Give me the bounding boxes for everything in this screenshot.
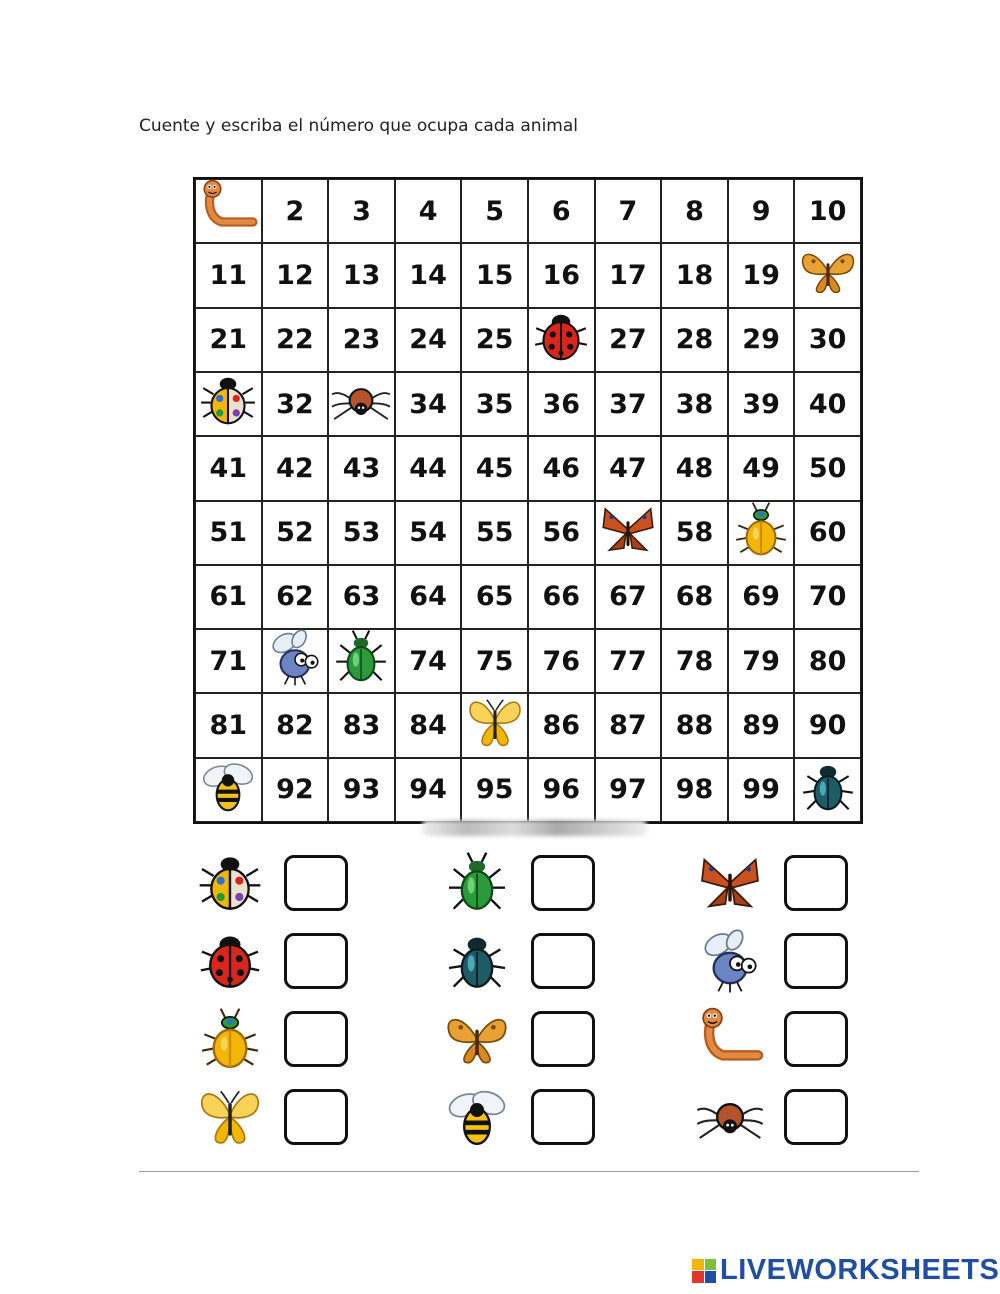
grid-number: 49 <box>742 452 780 484</box>
grid-cell <box>328 436 395 500</box>
grid-number: 24 <box>409 324 447 356</box>
grid-number: 28 <box>675 324 714 356</box>
grid-cell <box>528 693 595 757</box>
grid-cell <box>461 243 528 307</box>
grid-cell <box>794 308 861 372</box>
grid-cell <box>461 372 528 436</box>
grid-number: 46 <box>542 452 581 484</box>
grid-cell <box>461 501 528 565</box>
grid-cell <box>595 308 662 372</box>
grid-number: 77 <box>609 645 647 677</box>
grid-cell <box>794 501 861 565</box>
grid-cell <box>728 179 795 243</box>
brand-mark-icon <box>692 1259 716 1283</box>
grid-number: 37 <box>609 388 647 420</box>
grid-number: 10 <box>808 195 847 227</box>
grid-cell <box>595 243 662 307</box>
grid-number: 22 <box>276 324 314 356</box>
grid-cell <box>395 308 462 372</box>
grid-cell <box>195 629 262 693</box>
legend-item <box>190 926 348 996</box>
grid-number: 32 <box>276 388 314 420</box>
legend-item <box>437 926 595 996</box>
grid-cell <box>262 308 329 372</box>
grid-number: 5 <box>485 195 505 227</box>
grid-cell <box>328 372 395 436</box>
grid-cell <box>794 629 861 693</box>
grid-number: 56 <box>542 517 581 549</box>
grid-cell <box>794 693 861 757</box>
worm-icon <box>690 1004 770 1074</box>
grid-cell <box>262 565 329 629</box>
green-beetle-icon <box>437 848 517 918</box>
grid-number: 93 <box>342 774 381 806</box>
grid-cell <box>661 501 728 565</box>
grid-number: 38 <box>675 388 714 420</box>
grid-number: 55 <box>475 517 514 549</box>
grid-cell <box>794 758 861 822</box>
grid-number: 44 <box>409 452 447 484</box>
grid-cell <box>395 501 462 565</box>
grid-number: 53 <box>342 517 381 549</box>
grid-cell <box>728 501 795 565</box>
yellow-bug-icon <box>190 1004 270 1074</box>
grid-cell <box>195 308 262 372</box>
grid-cell <box>262 179 329 243</box>
grid-cell <box>395 436 462 500</box>
grid-cell <box>262 501 329 565</box>
grid-cell <box>328 308 395 372</box>
grid-cell <box>728 243 795 307</box>
grid-cell <box>328 693 395 757</box>
legend-item <box>690 848 848 918</box>
bottom-divider <box>139 1171 919 1172</box>
grid-number: 29 <box>742 324 780 356</box>
ladybug-icon <box>190 926 270 996</box>
grid-number: 50 <box>808 452 847 484</box>
brand-name: LIVEWORKSHEETS <box>720 1254 1000 1286</box>
grid-cell <box>728 372 795 436</box>
grid-cell <box>794 436 861 500</box>
grid-cell <box>262 693 329 757</box>
grid-number: 94 <box>409 774 447 806</box>
answer-box[interactable] <box>284 1011 348 1067</box>
grid-cell <box>328 179 395 243</box>
grid-number: 30 <box>808 324 847 356</box>
grid-number: 60 <box>808 517 847 549</box>
grid-cell <box>262 629 329 693</box>
legend-item <box>437 1082 595 1152</box>
grid-cell <box>461 179 528 243</box>
grid-number: 48 <box>675 452 714 484</box>
answer-legend <box>190 848 870 1153</box>
spotted-beetle-icon <box>190 848 270 918</box>
grid-cell <box>461 308 528 372</box>
grid-cell <box>794 179 861 243</box>
grid-number: 15 <box>475 259 514 291</box>
grid-number: 82 <box>276 710 314 742</box>
grid-cell <box>195 501 262 565</box>
grid-number: 47 <box>609 452 647 484</box>
grid-number: 64 <box>409 581 447 613</box>
grid-cell <box>395 565 462 629</box>
grid-number: 84 <box>409 710 447 742</box>
number-grid <box>193 177 863 824</box>
grid-number: 8 <box>685 195 704 227</box>
answer-box[interactable] <box>284 933 348 989</box>
grid-number: 69 <box>742 581 780 613</box>
grid-cell <box>195 693 262 757</box>
grid-cell <box>661 179 728 243</box>
grid-number: 7 <box>618 195 638 227</box>
grid-cell <box>595 758 662 822</box>
grid-cell <box>395 372 462 436</box>
grid-number: 88 <box>675 710 714 742</box>
grid-cell <box>794 372 861 436</box>
grid-number: 27 <box>609 324 647 356</box>
grid-number: 21 <box>209 324 248 356</box>
brown-butterfly-icon <box>597 498 659 567</box>
spider-icon <box>690 1082 770 1152</box>
grid-number: 62 <box>276 581 314 613</box>
grid-number: 41 <box>209 452 248 484</box>
grid-number: 3 <box>352 195 371 227</box>
answer-box[interactable] <box>784 855 848 911</box>
grid-number: 51 <box>209 517 248 549</box>
grid-number: 40 <box>808 388 847 420</box>
grid-number: 42 <box>276 452 314 484</box>
grid-cell <box>728 308 795 372</box>
grid-number: 25 <box>475 324 514 356</box>
grid-number: 17 <box>609 259 647 291</box>
legend-item <box>190 1004 348 1074</box>
grid-cell <box>595 179 662 243</box>
legend-item <box>690 1082 848 1152</box>
grid-number: 81 <box>209 710 248 742</box>
yellow-bug-icon <box>730 498 792 567</box>
grid-cell <box>262 436 329 500</box>
fly-icon <box>264 627 326 696</box>
grid-number: 34 <box>409 388 447 420</box>
grid-number: 80 <box>808 645 847 677</box>
yellow-butterfly-icon <box>190 1082 270 1152</box>
green-beetle-icon <box>330 627 392 696</box>
grid-cell <box>728 693 795 757</box>
grid-number: 12 <box>276 259 314 291</box>
yellow-butterfly-icon <box>464 691 526 760</box>
grid-number: 78 <box>675 645 714 677</box>
grid-number: 67 <box>609 581 647 613</box>
grid-number: 52 <box>276 517 314 549</box>
grid-cell <box>595 436 662 500</box>
grid-cell <box>528 436 595 500</box>
grid-cell <box>528 308 595 372</box>
grid-number: 35 <box>475 388 514 420</box>
grid-number: 68 <box>675 581 714 613</box>
grid-number: 63 <box>342 581 381 613</box>
answer-box[interactable] <box>284 855 348 911</box>
grid-cell <box>661 243 728 307</box>
grid-cell <box>461 629 528 693</box>
grid-number: 9 <box>751 195 771 227</box>
grid-cell <box>328 758 395 822</box>
grid-cell <box>461 758 528 822</box>
grid-cell <box>794 243 861 307</box>
grid-number: 71 <box>209 645 248 677</box>
grid-number: 70 <box>808 581 847 613</box>
grid-number: 6 <box>551 195 571 227</box>
grid-number: 39 <box>742 388 780 420</box>
grid-cell <box>528 758 595 822</box>
grid-cell <box>461 565 528 629</box>
spotted-beetle-icon <box>197 370 259 439</box>
grid-number: 65 <box>475 581 514 613</box>
grid-cell <box>461 693 528 757</box>
grid-cell <box>395 629 462 693</box>
grid-number: 36 <box>542 388 581 420</box>
grid-number: 96 <box>542 774 581 806</box>
grid-cell <box>595 372 662 436</box>
grid-number: 18 <box>675 259 714 291</box>
grid-cell <box>328 565 395 629</box>
grid-cell <box>728 758 795 822</box>
grid-number: 92 <box>276 774 314 806</box>
grid-number: 43 <box>342 452 381 484</box>
grid-number: 86 <box>542 710 581 742</box>
grid-number: 99 <box>742 774 780 806</box>
grid-number: 83 <box>342 710 381 742</box>
grid-cell <box>728 629 795 693</box>
answer-box[interactable] <box>531 1011 595 1067</box>
legend-item <box>690 1004 848 1074</box>
grid-cell <box>262 758 329 822</box>
grid-cell <box>195 565 262 629</box>
grid-cell <box>794 565 861 629</box>
dark-beetle-icon <box>437 926 517 996</box>
grid-cell <box>661 693 728 757</box>
grid-number: 76 <box>542 645 581 677</box>
grid-cell <box>595 629 662 693</box>
grid-number: 61 <box>209 581 248 613</box>
grid-cell <box>528 629 595 693</box>
grid-cell <box>461 436 528 500</box>
grid-cell <box>328 501 395 565</box>
orange-butterfly-icon <box>797 241 859 310</box>
grid-number: 66 <box>542 581 581 613</box>
grid-cell <box>328 243 395 307</box>
grid-cell <box>195 243 262 307</box>
grid-cell <box>195 758 262 822</box>
orange-butterfly-icon <box>437 1004 517 1074</box>
grid-number: 13 <box>342 259 381 291</box>
grid-number: 54 <box>409 517 447 549</box>
grid-cell <box>262 372 329 436</box>
grid-number: 2 <box>285 195 305 227</box>
grid-number: 75 <box>475 645 514 677</box>
ladybug-icon <box>530 305 592 374</box>
grid-number: 98 <box>675 774 714 806</box>
grid-cell <box>528 179 595 243</box>
grid-number: 97 <box>609 774 647 806</box>
answer-box[interactable] <box>784 933 848 989</box>
grid-number: 87 <box>609 710 647 742</box>
grid-number: 23 <box>342 324 381 356</box>
brand-logo[interactable] <box>692 1254 999 1287</box>
grid-cell <box>661 565 728 629</box>
grid-cell <box>595 693 662 757</box>
grid-cell <box>395 693 462 757</box>
instruction: Cuente y escriba el número que ocupa cada animal <box>139 116 578 136</box>
answer-box[interactable] <box>784 1011 848 1067</box>
fly-icon <box>690 926 770 996</box>
grid-number: 79 <box>742 645 780 677</box>
grid-cell <box>528 501 595 565</box>
grid-cell <box>595 565 662 629</box>
blurred-text <box>422 820 647 836</box>
answer-box[interactable] <box>531 1089 595 1145</box>
spider-icon <box>330 370 392 439</box>
worm-icon <box>197 177 259 246</box>
grid-cell <box>328 629 395 693</box>
grid-cell <box>528 565 595 629</box>
grid-number: 19 <box>742 259 780 291</box>
grid-cell <box>262 243 329 307</box>
grid-number: 58 <box>675 517 714 549</box>
grid-cell <box>661 372 728 436</box>
answer-box[interactable] <box>784 1089 848 1145</box>
bee-icon <box>437 1082 517 1152</box>
legend-item <box>190 1082 348 1152</box>
grid-cell <box>195 372 262 436</box>
grid-cell <box>728 436 795 500</box>
legend-item <box>437 1004 595 1074</box>
answer-box[interactable] <box>284 1089 348 1145</box>
grid-cell <box>195 179 262 243</box>
grid-number: 4 <box>418 195 438 227</box>
grid-number: 89 <box>742 710 780 742</box>
grid-number: 11 <box>209 259 248 291</box>
brown-butterfly-icon <box>690 848 770 918</box>
bee-icon <box>197 755 259 824</box>
grid-number: 14 <box>409 259 447 291</box>
grid-cell <box>595 501 662 565</box>
legend-item <box>690 926 848 996</box>
grid-cell <box>661 629 728 693</box>
answer-box[interactable] <box>531 855 595 911</box>
grid-cell <box>395 758 462 822</box>
grid-cell <box>728 565 795 629</box>
dark-beetle-icon <box>797 755 859 824</box>
grid-cell <box>661 436 728 500</box>
grid-number: 45 <box>475 452 514 484</box>
legend-item <box>437 848 595 918</box>
grid-cell <box>395 179 462 243</box>
grid-cell <box>528 243 595 307</box>
grid-number: 16 <box>542 259 581 291</box>
grid-cell <box>661 758 728 822</box>
grid-cell <box>661 308 728 372</box>
grid-number: 95 <box>475 774 514 806</box>
legend-item <box>190 848 348 918</box>
answer-box[interactable] <box>531 933 595 989</box>
grid-number: 90 <box>808 710 847 742</box>
grid-cell <box>528 372 595 436</box>
grid-cell <box>395 243 462 307</box>
grid-number: 74 <box>409 645 447 677</box>
grid-cell <box>195 436 262 500</box>
